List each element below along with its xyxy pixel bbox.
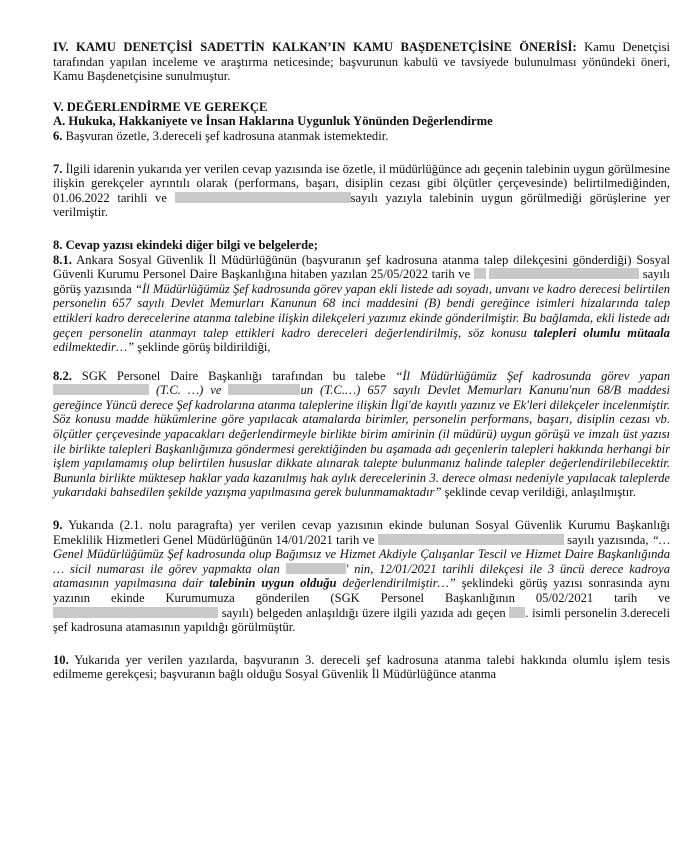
paragraph-number: 9. [53, 518, 63, 533]
document-page [53, 40, 670, 682]
redaction-box [509, 607, 525, 618]
paragraph-number: 10. [53, 652, 69, 667]
redaction-box [489, 268, 639, 279]
paragraph-8-2: 8.2. SGK Personel Daire Başkanlığı tarafından bu talebe “İl Müdürlüğümüz Şef kadrosunda görev yapan (T.C. …) ve un (T.C.…) 657 sayılı Devlet Memurları Kanunu'nun 68/B maddesi gereğince Yüncü derece Şef kadrolarına atanma taleplerine ilişkin İlgi'de kayıtlı yazınız ve Ek'leri dilekçeler incelenmiştir. Söz konusu madde hükümlerine göre yapılacak atamalarda birimler, personelin performans, başarı, disiplin cezası vb. ölçütler çerçevesinde yapacakları değerlendirmeyle birlikte birim amirinin (il müdürü) uygun görüşü ve imzalı üst yazısı ile birlikte talepleri Başkanlığımıza göndermesi gerektiğinden bu aşamada adı geçenlerin talepleri hakkında herhangi bir işlem yapılamamış olup belirtilen hususlar dikkate alınarak talepte bulunmanız halinde talepler değerlendirilebilecektir. Bununla birlikte müktesep haklar yada kazanılmış hak aylık derecelerinin 3. derece olması nedeniyle yapılacak taleplerde yukarıdaki bahsedilen şekilde yazışma yapılmasına gerek bulunmamaktadır” şeklinde cevap verildiği, anlaşılmıştır. [53, 368, 671, 500]
redaction-box [286, 563, 346, 574]
redaction-box [378, 534, 564, 545]
redaction-box [53, 384, 149, 395]
redaction-box [175, 192, 351, 203]
paragraph-8-heading: 8. Cevap yazısı ekindeki diğer bilgi ve belgelerde; [53, 237, 318, 252]
paragraph-7: 7. İlgili idarenin yukarıda yer verilen cevap yazısında ise özetle, il müdürlüğünce adı geçenin talebinin uygun görülmesine ilişkin gerekçeler ayrıntılı olarak (performans, başarı, disiplin cezası gibi ölçütler çerçevesinde) belirtilmediğinden, 01.06.2022 tarihli ve sayılı yazıyla talebinin uygun görülmediği görüşlerine yer verilmiştir. [53, 161, 670, 220]
redaction-box [228, 384, 300, 395]
section-iv [53, 40, 670, 84]
section-iv-heading: IV. KAMU DENETÇİSİ SADETTİN KALKAN’IN KAMU BAŞDENETÇİSİNE ÖNERİSİ: [53, 40, 577, 54]
paragraph-number: 6. [53, 128, 63, 143]
redaction-box [474, 268, 486, 279]
paragraph-number: 7. [53, 161, 63, 176]
paragraph-9: 9. Yukarıda (2.1. nolu paragrafta) yer verilen cevap yazısının ekinde bulunan Sosyal Güvenlik Kurumu Başkanlığı Emeklilik Hizmetleri Genel Müdürlüğünün 14/01/2021 tarih ve sayılı yazısında, “…Genel Müdürlüğümüz Şef kadrosunda olup Bağımsız ve Hizmet Akdiyle Çalışanlar Tescil ve Hizmet Daire Başkanlığında … sicil numarası ile görev yapmakta olan ' nin, 12/01/2021 tarihli dilekçesi ile 3 üncü derece kadroya atamasının yapılmasına dair talebinin uygun olduğu değerlendirilmiştir…” şeklindeki görüş yazısı sonrasında aynı yazının ekinde Kurumumuza gönderilen (SGK Personel Başkanlığının 05/02/2021 tarih ve sayılı) belgeden anlaşıldığı üzere ilgili yazıda adı geçen . isimli personelin 3.dereceli şef kadrosuna atamasının yapıldığı görülmüştür. [53, 518, 671, 635]
paragraph-8-1: 8.1. Ankara Sosyal Güvenlik İl Müdürlüğünün (başvuranın şef kadrosuna atanma talep dilekçesini gönderdiği) Sosyal Güvenli Kurumu Personel Daire Başkanlığına hitaben yazılan 25/05/2022 tarih ve sayılı görüş yazısında “İl Müdürlüğümüz Şef kadrosunda görev yapan ekli listede adı soyadı, unvanı ve kadro derecesi belirtilen personelin 657 sayılı Devlet Memurları Kanunun 68 inci maddesini (B) bendi gereğince isimleri hizalarında talep ettikleri kadro derecelerine atanma talebine ilişkin dilekçeleri yazımız ekinde gönderilmiştir. Bu bağlamda, ekli listede adı geçen personelin atanmayı talep ettikleri kadro dereceleri değerlendirilmiş, söz konusu talepleri olumlu mütaala edilmektedir…” şeklinde görüş bildirildiği, [53, 252, 671, 355]
paragraph-10: 10. Yukarıda yer verilen yazılarda, başvuranın 3. dereceli şef kadrosuna atanma talebi hakkında olumlu işlem tesis edilmeme gerekçesi; başvuranın bağlı olduğu Sosyal Güvenlik İl Müdürlüğünce atanma [53, 652, 670, 682]
redaction-box [53, 607, 218, 618]
paragraph-number: 8.2. [53, 368, 72, 383]
paragraph-number: 8.1. [53, 252, 72, 267]
section-v-heading: V. DEĞERLENDİRME VE GEREKÇE [53, 99, 268, 114]
section-iv-text: Kamu Denetçisi tarafından yapılan inceleme ve araştırma neticesinde; başvurunun kabulü ve tavsiyede bulunulması yönündeki öneri, Kamu Başdenetçisine sunulmuştur. [53, 40, 670, 84]
paragraph-6: 6. Başvuran özetle, 3.dereceli şef kadrosuna atanmak istemektedir. [53, 128, 389, 143]
section-v-subheading: A. Hukuka, Hakkaniyete ve İnsan Haklarına Uygunluk Yönünden Değerlendirme [53, 114, 493, 129]
